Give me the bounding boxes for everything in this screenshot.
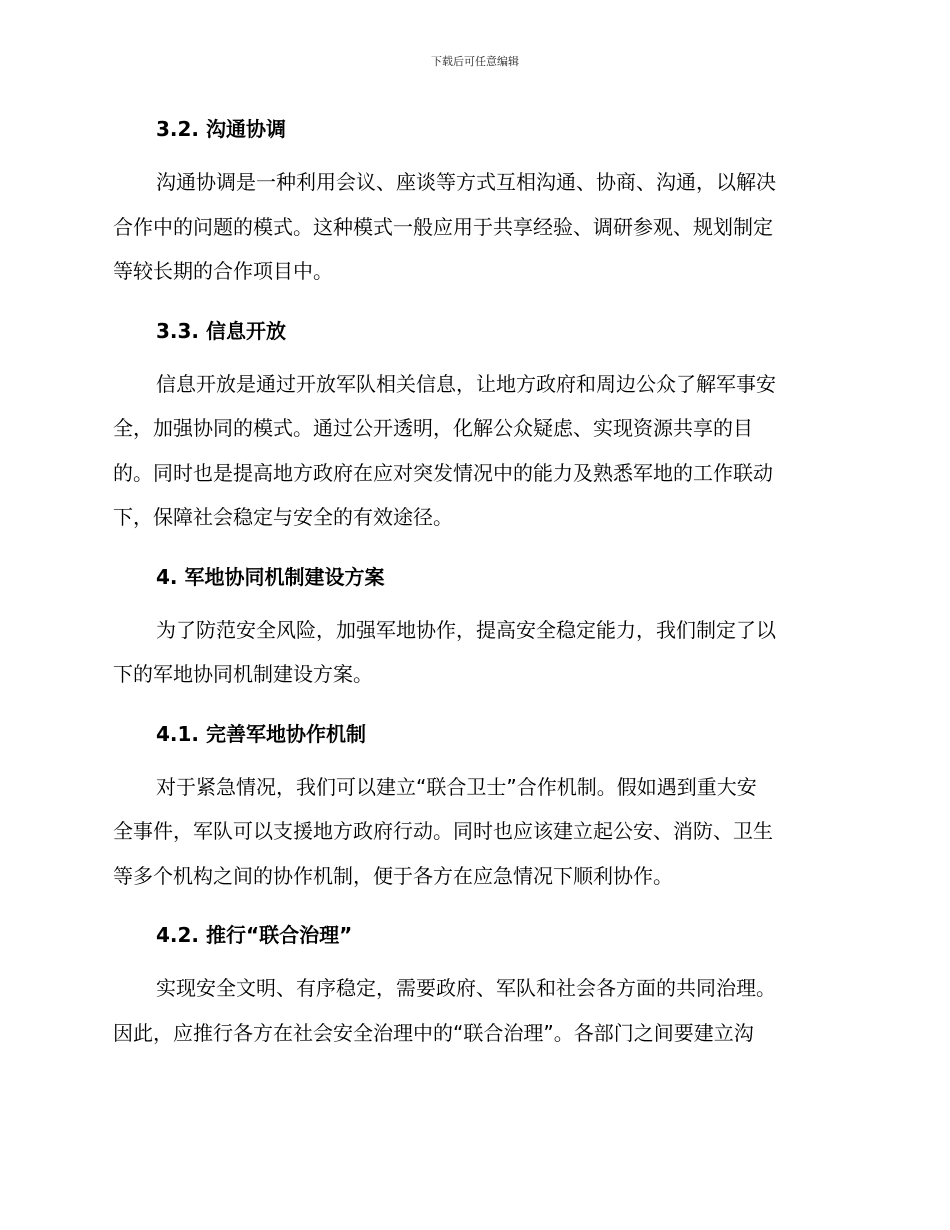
- paragraph-line: 为了防范安全风险，加强军地协作，提高安全稳定能力，我们制定了以: [156, 617, 776, 642]
- section-paragraph-4-1: [113, 765, 830, 899]
- paragraph-line: 全，加强协同的模式。通过公开透明，化解公众疑虑、实现资源共享的目: [113, 416, 753, 440]
- document-body: [113, 108, 830, 1055]
- paragraph-line: 沟通协调是一种利用会议、座谈等方式互相沟通、协商、沟通，以解决: [156, 170, 776, 194]
- paragraph-line: 合作中的问题的模式。这种模式一般应用于共享经验、调研参观、规划制定: [113, 214, 773, 239]
- section-paragraph-4: [113, 608, 830, 697]
- paragraph-line: 等较长期的合作项目中。: [113, 259, 333, 283]
- page-header-note: 下载后可任意编辑: [431, 55, 519, 68]
- paragraph-line: 全事件，军队可以支援地方政府行动。同时也应该建立起公安、消防、卫生: [113, 819, 773, 843]
- section-heading-3-3: 3.3. 信息开放: [156, 318, 286, 343]
- paragraph-line: 实现安全文明、有序稳定，需要政府、军队和社会各方面的共同治理。: [156, 976, 776, 1000]
- section-heading-4-1: 4.1. 完善军地协作机制: [156, 721, 366, 746]
- section-paragraph-3-2: [113, 160, 830, 294]
- section-heading-3-2: 3.2. 沟通协调: [156, 117, 286, 141]
- section-paragraph-3-3: [113, 362, 830, 540]
- section-paragraph-4-2: [113, 966, 830, 1055]
- section-heading-4-2: 4.2. 推行“联合治理”: [156, 923, 353, 947]
- paragraph-line: 下的军地协同机制建设方案。: [113, 662, 373, 686]
- section-heading-4: 4. 军地协同机制建设方案: [156, 564, 385, 589]
- paragraph-line: 因此，应推行各方在社会安全治理中的“联合治理”。各部门之间要建立沟: [113, 1020, 754, 1045]
- paragraph-line: 等多个机构之间的协作机制，便于各方在应急情况下顺利协作。: [113, 863, 673, 888]
- paragraph-line: 对于紧急情况，我们可以建立“联合卫士”合作机制。假如遇到重大安: [156, 774, 757, 799]
- paragraph-line: 的。同时也是提高地方政府在应对突发情况中的能力及熟悉军地的工作联动: [113, 460, 773, 485]
- paragraph-line: 信息开放是通过开放军队相关信息，让地方政府和周边公众了解军事安: [156, 371, 776, 396]
- paragraph-line: 下，保障社会稳定与安全的有效途径。: [113, 505, 453, 529]
